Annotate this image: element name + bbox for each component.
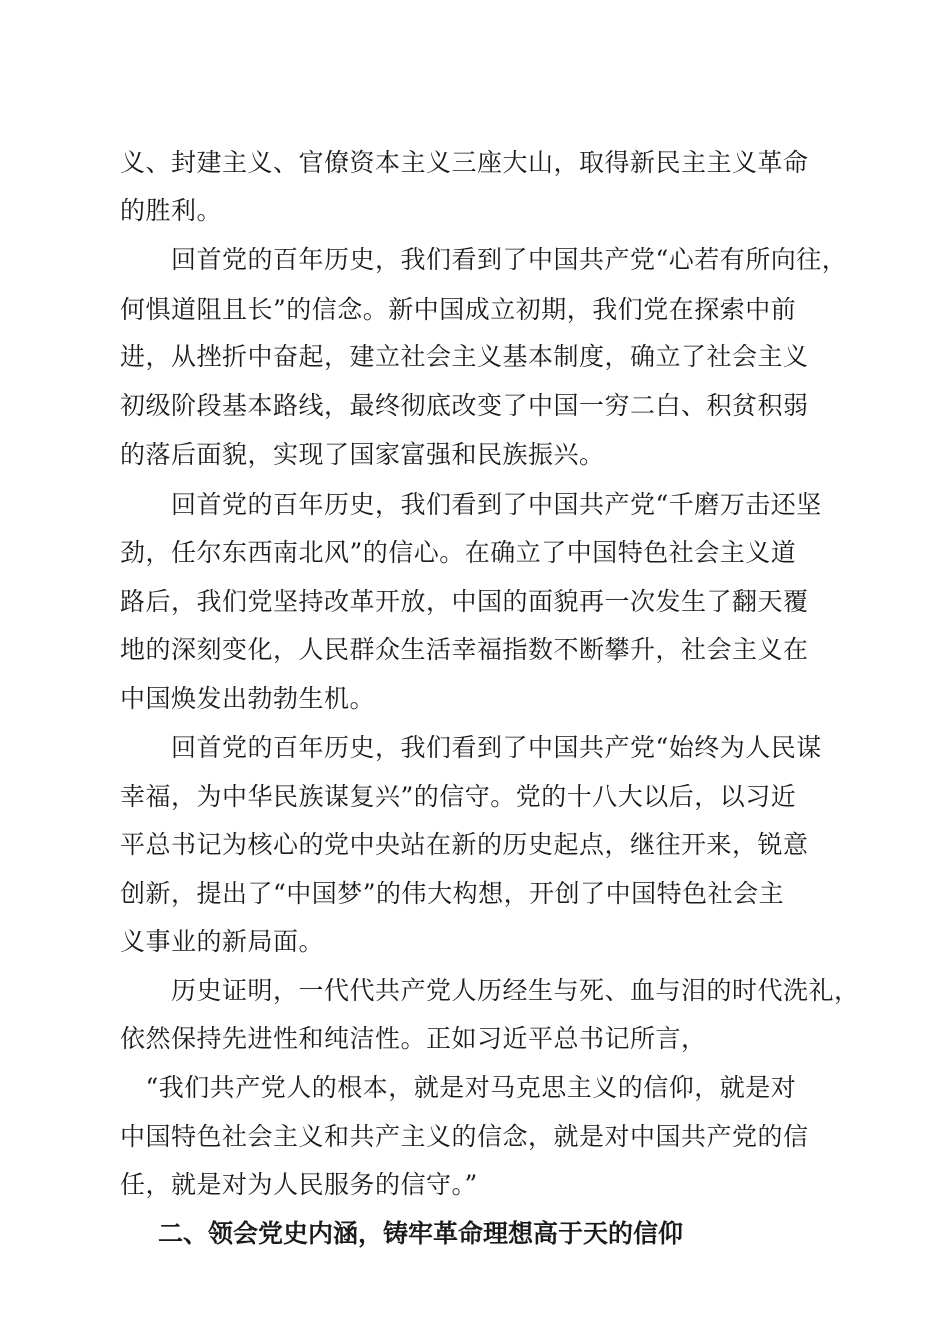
text-line: 路后，我们党坚持改革开放，中国的面貌再一次发生了翻天覆 bbox=[120, 587, 809, 616]
text-line: 劲，任尔东西南北风”的信心。在确立了中国特色社会主义道 bbox=[120, 538, 797, 567]
text-line: 回首党的百年历史，我们看到了中国共产党“心若有所向往， bbox=[120, 245, 848, 274]
text-line: 创新，提出了“中国梦”的伟大构想，开创了中国特色社会主 bbox=[120, 879, 785, 908]
text-line: 初级阶段基本路线，最终彻底改变了中国一穷二白、积贫积弱 bbox=[120, 391, 809, 420]
text-line: 进，从挫折中奋起，建立社会主义基本制度，确立了社会主义 bbox=[120, 342, 809, 371]
text-line: 中国焕发出勃勃生机。 bbox=[120, 684, 376, 713]
text-line: 依然保持先进性和纯洁性。正如习近平总书记所言， bbox=[120, 1024, 707, 1053]
text-line: 何惧道阻且长”的信念。新中国成立初期，我们党在探索中前 bbox=[120, 295, 797, 324]
text-line: 回首党的百年历史，我们看到了中国共产党“千磨万击还坚 bbox=[120, 490, 822, 519]
text-line: 的胜利。 bbox=[120, 196, 223, 225]
text-line: 的落后面貌，实现了国家富强和民族振兴。 bbox=[120, 440, 605, 469]
text-line: 回首党的百年历史，我们看到了中国共产党“始终为人民谋 bbox=[120, 733, 822, 762]
text-line: 幸福，为中华民族谋复兴”的信守。党的十八大以后，以习近 bbox=[120, 782, 797, 811]
text-line: 历史证明，一代代共产党人历经生与死、血与泪的时代洗礼， bbox=[120, 976, 860, 1005]
section-heading: 二、领会党史内涵，铸牢革命理想高于天的信仰 bbox=[158, 1219, 684, 1248]
text-line: 地的深刻变化，人民群众生活幸福指数不断攀升，社会主义在 bbox=[120, 635, 809, 664]
quote-line: 中国特色社会主义和共产主义的信念，就是对中国共产党的信 bbox=[120, 1122, 809, 1151]
text-line: 义、封建主义、官僚资本主义三座大山，取得新民主主义革命 bbox=[120, 148, 809, 177]
quote-line: “我们共产党人的根本，就是对马克思主义的信仰，就是对 bbox=[120, 1073, 797, 1102]
text-line: 平总书记为核心的党中央站在新的历史起点，继往开来，锐意 bbox=[120, 830, 809, 859]
text-line: 义事业的新局面。 bbox=[120, 927, 325, 956]
quote-line: 任，就是对为人民服务的信守。” bbox=[120, 1170, 478, 1199]
